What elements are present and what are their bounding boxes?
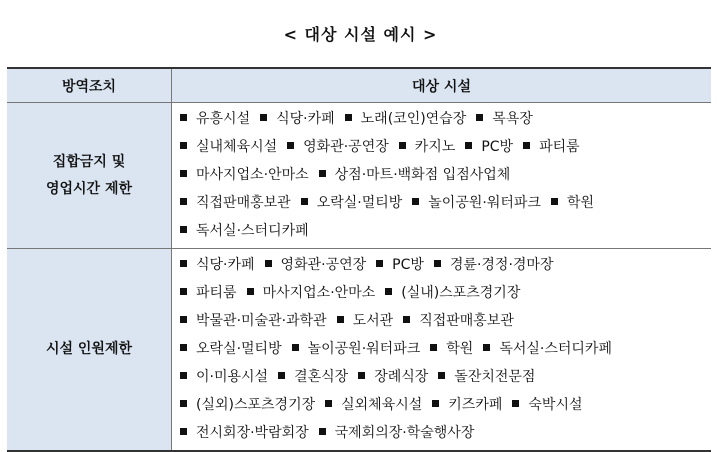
facility-item: 영화관·공연장 (303, 139, 389, 155)
facility-item: 오락실·멀티방 (316, 195, 403, 211)
facility-line (180, 279, 711, 307)
facility-item: 직접판매홍보관 (196, 195, 291, 211)
facility-item: 경륜·경정·경마장 (449, 257, 554, 273)
facility-line (180, 251, 711, 279)
square-bullet-icon (358, 372, 365, 379)
facility-item: 도서관 (352, 313, 394, 329)
category-label-line: 시설 인원제한 (45, 341, 133, 357)
square-bullet-icon (465, 142, 472, 149)
facility-item: 키즈카페 (448, 397, 503, 413)
facility-item: 노래(코인)연습장 (360, 111, 467, 127)
square-bullet-icon (319, 170, 326, 177)
facility-item: 직접판매홍보관 (419, 313, 514, 329)
facility-item: 오락실·멀티방 (196, 341, 282, 357)
square-bullet-icon (247, 288, 254, 295)
facility-line (180, 105, 711, 133)
table-row (7, 103, 711, 249)
square-bullet-icon (287, 142, 294, 149)
facility-item: 숙박시설 (528, 397, 583, 413)
column-header-facilities: 대상 시설 (172, 68, 712, 103)
facility-item: 이·미용시설 (196, 369, 269, 385)
square-bullet-icon (432, 400, 439, 407)
facility-line (180, 419, 711, 447)
square-bullet-icon (180, 114, 187, 121)
square-bullet-icon (337, 316, 344, 323)
category-label-line: 집합금지 및 (52, 153, 126, 170)
square-bullet-icon (180, 344, 187, 351)
square-bullet-icon (180, 142, 187, 149)
facility-item: PC방 (481, 139, 514, 155)
facility-list (172, 249, 712, 452)
column-header-measure: 방역조치 (7, 68, 172, 103)
square-bullet-icon (551, 198, 558, 205)
facility-item: 국제회의장·학술행사장 (334, 425, 475, 441)
table-row (7, 249, 711, 452)
facility-item: 실내체육시설 (196, 139, 278, 155)
square-bullet-icon (438, 372, 445, 379)
facility-item: 학원 (566, 195, 594, 211)
square-bullet-icon (523, 142, 530, 149)
square-bullet-icon (512, 400, 519, 407)
facility-item: (실내)스포츠경기장 (401, 285, 521, 301)
facility-item: 독서실·스터디카페 (499, 341, 612, 357)
facility-item: 마사지업소·안마소 (262, 285, 376, 301)
facility-item: 박물관·미술관·과학관 (196, 313, 327, 329)
square-bullet-icon (403, 316, 410, 323)
facility-line (180, 189, 711, 217)
square-bullet-icon (180, 428, 187, 435)
square-bullet-icon (180, 198, 187, 205)
square-bullet-icon (376, 260, 383, 267)
facility-item: 마사지업소·안마소 (196, 167, 309, 183)
square-bullet-icon (345, 114, 352, 121)
square-bullet-icon (180, 288, 187, 295)
facility-line (180, 217, 711, 245)
square-bullet-icon (483, 344, 490, 351)
facility-line (180, 335, 711, 363)
facility-item: 목욕장 (492, 111, 533, 127)
category-label-line: 영업시간 제한 (45, 180, 133, 197)
square-bullet-icon (180, 400, 187, 407)
facility-item: 독서실·스터디카페 (196, 223, 309, 239)
square-bullet-icon (180, 316, 187, 323)
facility-item: 상점·마트·백화점 입점사업체 (334, 167, 511, 183)
facility-item: 놀이공원·워터파크 (428, 195, 541, 211)
square-bullet-icon (180, 260, 187, 267)
square-bullet-icon (476, 114, 483, 121)
category-cell (7, 249, 172, 452)
square-bullet-icon (434, 260, 441, 267)
square-bullet-icon (260, 114, 267, 121)
facility-line (180, 161, 711, 189)
facility-item: 놀이공원·워터파크 (307, 341, 421, 357)
square-bullet-icon (385, 288, 392, 295)
facility-line (180, 307, 711, 335)
facility-item: 카지노 (414, 139, 456, 155)
square-bullet-icon (399, 142, 406, 149)
facility-table (7, 67, 711, 452)
facility-line (180, 133, 711, 161)
facility-item: 식당·카페 (276, 111, 335, 127)
square-bullet-icon (430, 344, 437, 351)
facility-item: 결혼식장 (294, 369, 349, 385)
square-bullet-icon (292, 344, 299, 351)
facility-item: 영화관·공연장 (280, 257, 367, 273)
category-cell (7, 103, 172, 249)
square-bullet-icon (180, 226, 187, 233)
facility-line (180, 363, 711, 391)
facility-list (172, 103, 712, 249)
square-bullet-icon (278, 372, 285, 379)
facility-item: 전시회장·박람회장 (196, 425, 309, 441)
square-bullet-icon (319, 428, 326, 435)
facility-item: 파티룸 (539, 139, 580, 155)
square-bullet-icon (180, 372, 187, 379)
page-title: < 대상 시설 예시 > (283, 25, 438, 44)
facility-line (180, 391, 711, 419)
square-bullet-icon (180, 170, 187, 177)
square-bullet-icon (325, 400, 332, 407)
facility-item: PC방 (392, 257, 424, 273)
facility-item: 파티룸 (196, 285, 237, 301)
facility-item: 장례식장 (374, 369, 429, 385)
square-bullet-icon (301, 198, 308, 205)
table-header-row (7, 68, 711, 103)
facility-item: 식당·카페 (196, 257, 255, 273)
facility-item: 돌잔치전문점 (454, 369, 536, 385)
square-bullet-icon (412, 198, 419, 205)
facility-item: (실외)스포츠경기장 (196, 397, 316, 413)
facility-item: 학원 (446, 341, 474, 357)
facility-item: 유흥시설 (196, 111, 251, 127)
square-bullet-icon (265, 260, 272, 267)
facility-item: 실외체육시설 (341, 397, 423, 413)
